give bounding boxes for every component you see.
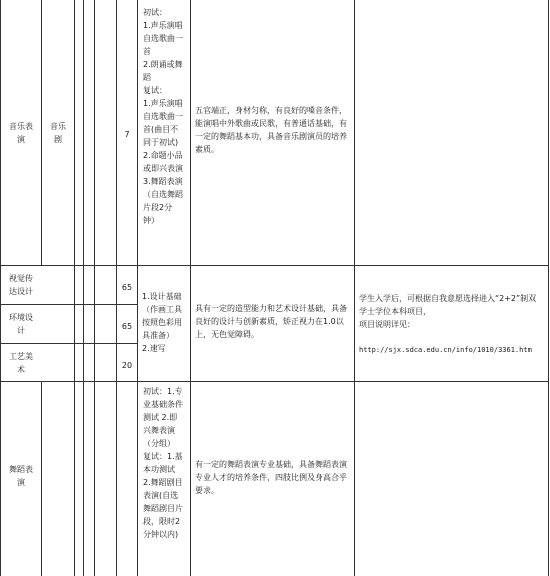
quota-cell: 65 xyxy=(121,283,133,292)
requirement-cell: 具有一定的造型能力和艺术设计基础，具备 良好的设计与创新素质，矫正视力在1.0以 上，无色觉障碍。 xyxy=(195,304,347,339)
grid-line xyxy=(0,381,549,382)
grid-line xyxy=(0,343,137,344)
grid-line xyxy=(137,0,138,576)
quota-cell: 20 xyxy=(121,361,133,370)
category-cell: 音乐表 演 xyxy=(9,122,33,144)
grid-line xyxy=(190,0,191,576)
direction-cell: 音乐 剧 xyxy=(50,122,66,144)
note-cell: 学生入学后，可根据自我意愿选择进入“2+2”制双 学士学位本科项目， 项目说明详见： xyxy=(359,294,537,329)
exam-cell: 1.设计基础 （作画工具 按照色彩用 具准备） 2.速写 xyxy=(142,292,182,353)
grid-line xyxy=(354,0,355,576)
category-cell: 环境设 计 xyxy=(9,313,33,335)
quota-cell: 7 xyxy=(124,130,130,139)
grid-line xyxy=(0,265,549,266)
grid-line xyxy=(83,0,84,576)
category-cell: 视觉传 达设计 xyxy=(9,274,33,296)
requirement-cell: 有一定的舞蹈表演专业基础，具备舞蹈表演 专业人才的培养条件，四肢比例及身高合乎 要求。 xyxy=(195,460,347,495)
exam-cell: 初试：1.专 业基础条件 测试 2.即 兴舞表演 （分组） 复试：1.基 本功测试 2.舞蹈剧目 表演(自选 舞蹈剧目片 段，限时2 分钟以内) xyxy=(143,387,183,539)
exam-cell: 初试： 1.声乐演唱 自选歌曲一 首 2.朗诵或舞 蹈 复试： 1.声乐演唱 自选歌曲一 首(曲目不 同于初试) 2.命题小品 或即兴表演 3.舞蹈表演 （自选舞蹈 片段2分 钟） xyxy=(143,8,183,225)
quota-cell: 65 xyxy=(121,322,133,331)
grid-line xyxy=(41,381,42,576)
project-link[interactable]: http://sjx.sdca.edu.cn/info/1010/3361.htm xyxy=(359,346,532,354)
grid-line xyxy=(548,0,549,576)
category-cell: 工艺美 术 xyxy=(9,352,33,374)
grid-line xyxy=(94,0,95,576)
requirement-cell: 五官端正，身材匀称，有良好的嗓音条件， 能演唱中外歌曲或民歌，有普通话基础，有 一定的舞蹈基本功，具备音乐剧演员的培养 素质。 xyxy=(195,106,347,154)
grid-line xyxy=(74,0,75,576)
category-cell: 舞蹈表 演 xyxy=(9,465,33,487)
grid-line xyxy=(0,304,137,305)
